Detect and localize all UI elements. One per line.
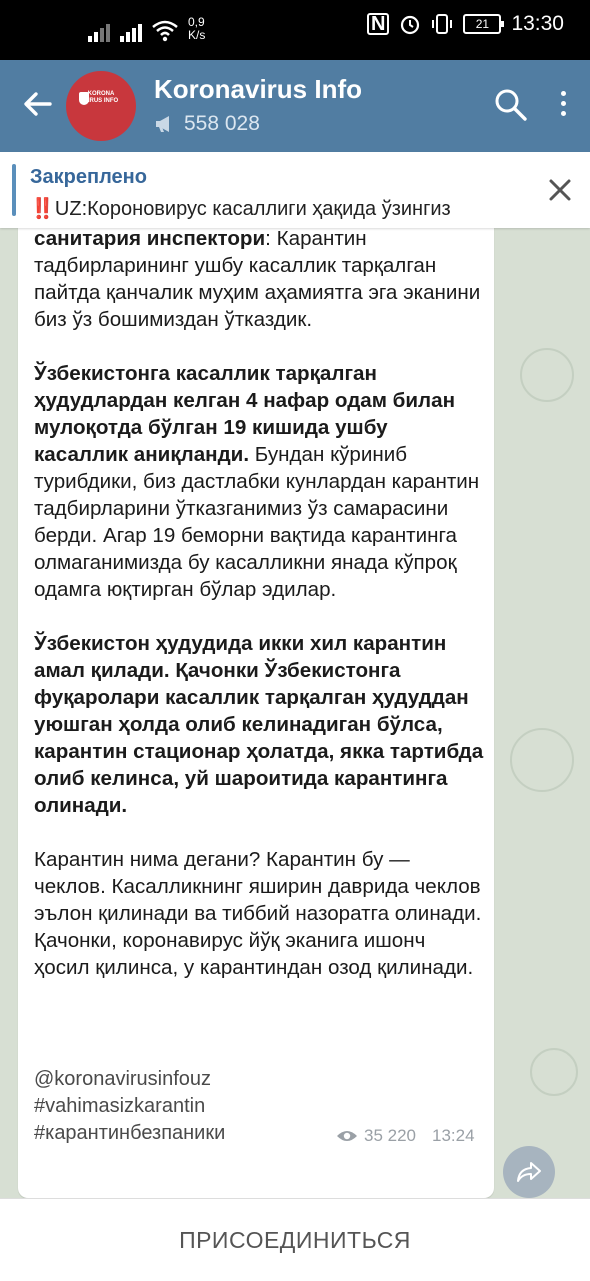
share-button[interactable]: [503, 1146, 555, 1198]
message-time: 13:24: [432, 1126, 475, 1145]
join-button[interactable]: ПРИСОЕДИНИТЬСЯ: [0, 1199, 590, 1281]
share-arrow-icon: [516, 1161, 542, 1183]
message-bubble[interactable]: [18, 228, 494, 1198]
close-icon[interactable]: [546, 176, 574, 204]
wifi-icon: [152, 20, 178, 42]
message-text: [34, 228, 484, 1008]
vibrate-icon: [431, 13, 453, 35]
channel-mention-link[interactable]: @koronavirusinfouz: [34, 1068, 212, 1090]
eye-icon: [336, 1129, 358, 1143]
network-speed: 0,9 K/s: [188, 15, 206, 42]
double-exclamation-icon: ‼️: [30, 198, 55, 220]
chat-area[interactable]: [0, 228, 590, 1198]
clock: 13:30: [511, 12, 564, 35]
hashtag-block: [34, 1066, 225, 1147]
hashtag-link[interactable]: #карантинбезпаники: [34, 1122, 226, 1144]
message-p3-bold: Ўзбекистон ҳудудида икки хил карантин амал қилади. Қачонки Ўзбекистонга фуқаролари касаллик тарқалган ҳудуддан уюшган ҳолда олиб келинадиган бўлса, карантин стационар ҳолатда, якка тартибда олиб келинса, уй шароитида карантинга олинади.: [34, 632, 484, 817]
nfc-icon: N: [367, 13, 389, 35]
search-icon[interactable]: [494, 88, 528, 122]
pinned-text: [30, 196, 516, 221]
more-menu-icon[interactable]: [556, 88, 570, 122]
message-p1-bold: санитария инспектори: [34, 228, 266, 250]
pinned-message-bar[interactable]: [0, 152, 590, 228]
view-count: 35 220: [364, 1126, 416, 1145]
pinned-accent: [12, 164, 16, 216]
alarm-icon: [399, 13, 421, 35]
subscriber-count: [154, 112, 260, 136]
avatar-label: KORONA VIRUS INFO: [83, 91, 119, 104]
back-arrow-icon[interactable]: [20, 86, 56, 122]
join-bar: [0, 1198, 590, 1281]
pinned-text-content: UZ:Короновирус касаллиги ҳақида ўзингиз: [54, 198, 451, 220]
status-bar: [0, 0, 590, 60]
message-p1: : Карантин тадбирларининг ушбу касаллик тарқалган пайтда қанчалик муҳим аҳамиятга эга эканини биз ўз бошимиздан ўтказдик.: [34, 228, 481, 331]
megaphone-icon: [154, 115, 174, 133]
subscriber-count-text: 558 028: [184, 112, 260, 135]
pinned-label: Закреплено: [30, 166, 147, 188]
message-p2-bold: Ўзбекистонга касаллик тарқалган ҳудудлардан келган 4 нафар одам билан мулоқотда бўлган 19 кишида ушбу касаллик аниқланди.: [34, 362, 456, 466]
channel-avatar[interactable]: [66, 71, 136, 141]
channel-title[interactable]: Koronavirus Info: [154, 74, 363, 104]
message-p4: Карантин нима дегани? Карантин бу — чеклов. Касалликнинг яширин даврида чеклов эълон қилинади ва тиббий назоратга олинади. Қачонки, коронавирус йўқ эканига ишонч ҳосил қилинса, у карантиндан озод қилинади.: [34, 848, 482, 979]
signal-icon-2: [120, 18, 142, 42]
message-meta: [336, 1126, 475, 1146]
hashtag-link[interactable]: #vahimasizkarantin: [34, 1095, 206, 1117]
channel-header: [0, 60, 590, 152]
message-p2: Бундан кўриниб турибдики, биз дастлабки кунлардан карантин тадбирларини ўтказганимиз ўз самарасини берди. Агар 19 беморни вақтида карантинга олмаганимизда бу касалликни янада кўпроқ одамга юқтирган бўлар эдилар.: [34, 443, 480, 601]
battery-icon: 21: [463, 14, 501, 34]
signal-icon: [88, 18, 110, 42]
